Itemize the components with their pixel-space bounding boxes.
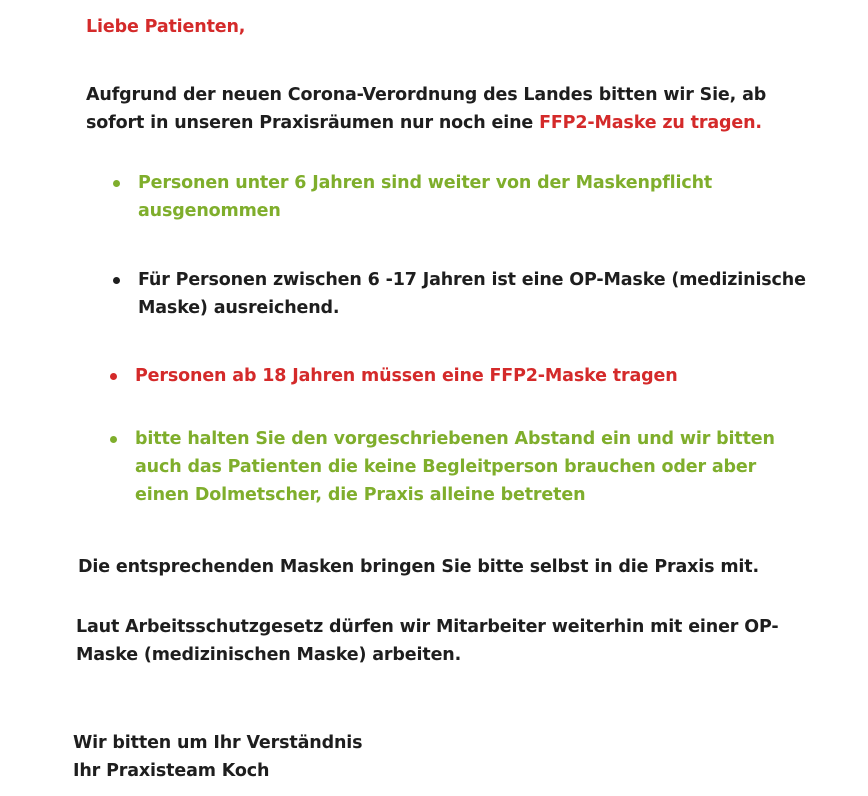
greeting (86, 13, 245, 41)
ffp2-highlight: FFP2-Maske zu tragen. (539, 113, 762, 133)
law-note-line-1: Laut Arbeitsschutzgesetz dürfen wir Mitarbeiter weiterhin mit einer OP- (76, 617, 779, 637)
bullet-line: bitte halten Sie den vorgeschriebenen Abstand ein und wir bitten (135, 429, 775, 449)
bullet-line: ausgenommen (138, 201, 281, 221)
bullet-line: Maske) ausreichend. (138, 298, 340, 318)
bullet-dot-icon (110, 373, 117, 380)
bullet-line: einen Dolmetscher, die Praxis alleine betreten (135, 485, 586, 505)
bullet-text (135, 425, 775, 509)
bullet-line: Für Personen zwischen 6 -17 Jahren ist eine OP-Maske (medizinische (138, 270, 806, 290)
bullet-text (138, 169, 712, 225)
closing (73, 729, 362, 785)
intro-line-2-text: sofort in unseren Praxisräumen nur noch eine (86, 113, 540, 133)
bullet-dot-icon (113, 180, 120, 187)
masks-note (78, 553, 759, 581)
intro-paragraph (86, 81, 766, 137)
intro-line-1: Aufgrund der neuen Corona-Verordnung des Landes bitten wir Sie, ab (86, 85, 767, 105)
closing-signature: Ihr Praxisteam Koch (73, 761, 270, 781)
bullet-text (138, 266, 806, 322)
bullet-line: Personen unter 6 Jahren sind weiter von der Maskenpflicht (138, 173, 713, 193)
bullet-dot-icon (113, 277, 120, 284)
closing-line-1: Wir bitten um Ihr Verständnis (73, 733, 363, 753)
intro-line-2 (86, 109, 766, 137)
masks-note-text: Die entsprechenden Masken bringen Sie bitte selbst in die Praxis mit. (78, 557, 759, 577)
bullet-text (135, 362, 678, 390)
greeting-text: Liebe Patienten, (86, 17, 246, 37)
bullet-line: auch das Patienten die keine Begleitperson brauchen oder aber (135, 457, 757, 477)
law-note-line-2: Maske (medizinischen Maske) arbeiten. (76, 645, 462, 665)
bullet-line: Personen ab 18 Jahren müssen eine FFP2-Maske tragen (135, 366, 678, 386)
law-note (76, 613, 778, 669)
bullet-dot-icon (110, 436, 117, 443)
